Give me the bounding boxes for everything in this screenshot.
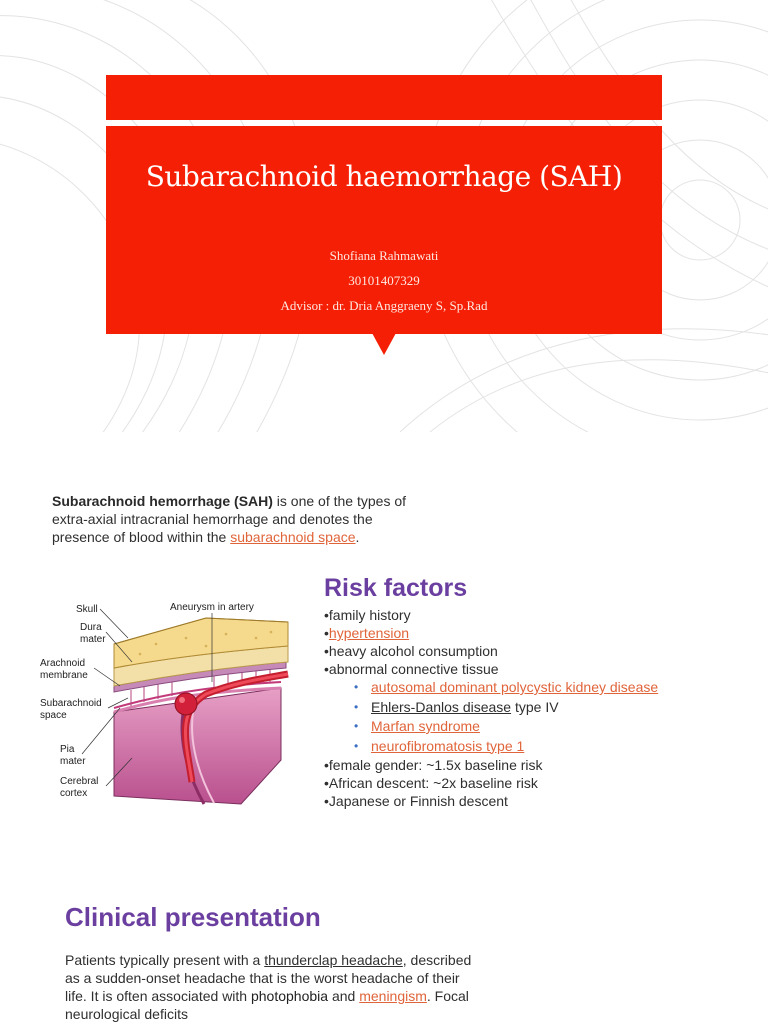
risk-factors-heading: Risk factors [324,574,468,602]
list-item: •abnormal connective tissue [324,661,499,677]
thunderclap-headache-link[interactable]: thunderclap headache [264,952,403,968]
label-skull: Skull [76,604,98,615]
content-slide [0,432,768,1024]
intro-end: . [355,529,360,545]
sub-list-item [324,717,764,737]
meninges-diagram [36,582,302,808]
list-item: •hypertension [324,625,410,641]
subarachnoid-space-link[interactable]: subarachnoid space [230,529,356,545]
bullet-icon: • [354,699,359,714]
adpkd-link[interactable]: autosomal dominant polycystic kidney disease [371,679,659,695]
bullet-icon: • [354,738,359,753]
label-pia-1: Pia [60,744,75,755]
label-cortex-1: Cerebral [60,776,99,787]
label-arachnoid-1: Arachnoid [40,658,86,669]
label-aneurysm: Aneurysm in artery [170,602,254,613]
title-pointer [372,333,396,355]
list-item: •Japanese or Finnish descent [324,793,508,809]
label-pia-2: mater [60,756,86,767]
author-name: Shofiana Rahmawati [329,248,439,263]
clinical-presentation-paragraph: Patients typically present with a thunderclap headache, described as a sudden-onset headache that is the worst headache of their life. It is often associated with photophobia and meningism. Focal neurological deficits [65,952,472,1022]
label-subarachnoid-2: space [40,710,67,721]
label-cortex-2: cortex [60,788,88,799]
neurofibromatosis-link[interactable]: neurofibromatosis type 1 [371,737,525,754]
sub-list-item [324,678,764,698]
ehlers-danlos-link[interactable]: Ehlers-Danlos disease [371,698,512,715]
student-id: 30101407329 [348,273,420,288]
label-subarachnoid-1: Subarachnoid [40,698,102,709]
intro-term: Subarachnoid hemorrhage (SAH) [52,493,273,509]
hypertension-link[interactable]: hypertension [328,625,410,641]
photophobia-term: photophobia [250,988,329,1004]
title-accent-bar [106,75,662,120]
bullet-icon: • [354,680,359,694]
advisor: Advisor : dr. Dria Anggraeny S, Sp.Rad [280,298,488,313]
slide-title: Subarachnoid haemorrhage (SAH) [145,160,623,193]
intro-text: is one of the types of extra-axial intracranial hemorrhage and denotes the presence of blood within the [52,493,407,545]
meningism-link[interactable]: meningism [359,988,427,1004]
risk-factors-list [324,606,764,810]
label-arachnoid-2: membrane [40,670,88,681]
title-slide [0,0,768,432]
bullet-icon: • [354,719,359,733]
label-dura-2: mater [80,634,106,645]
list-item: •heavy alcohol consumption [324,643,498,659]
sub-list-item [324,737,764,757]
list-item: •African descent: ~2x baseline risk [324,775,538,791]
list-item: •female gender: ~1.5x baseline risk [324,757,543,773]
intro-paragraph [52,492,432,546]
sub-list-item: • Ehlers-Danlos disease type IV [354,698,559,715]
aneurysm-shape [175,693,197,715]
clinical-presentation-heading: Clinical presentation [65,902,321,932]
label-dura-1: Dura [80,622,102,633]
list-item: •family history [324,607,411,623]
marfan-link[interactable]: Marfan syndrome [371,718,480,734]
